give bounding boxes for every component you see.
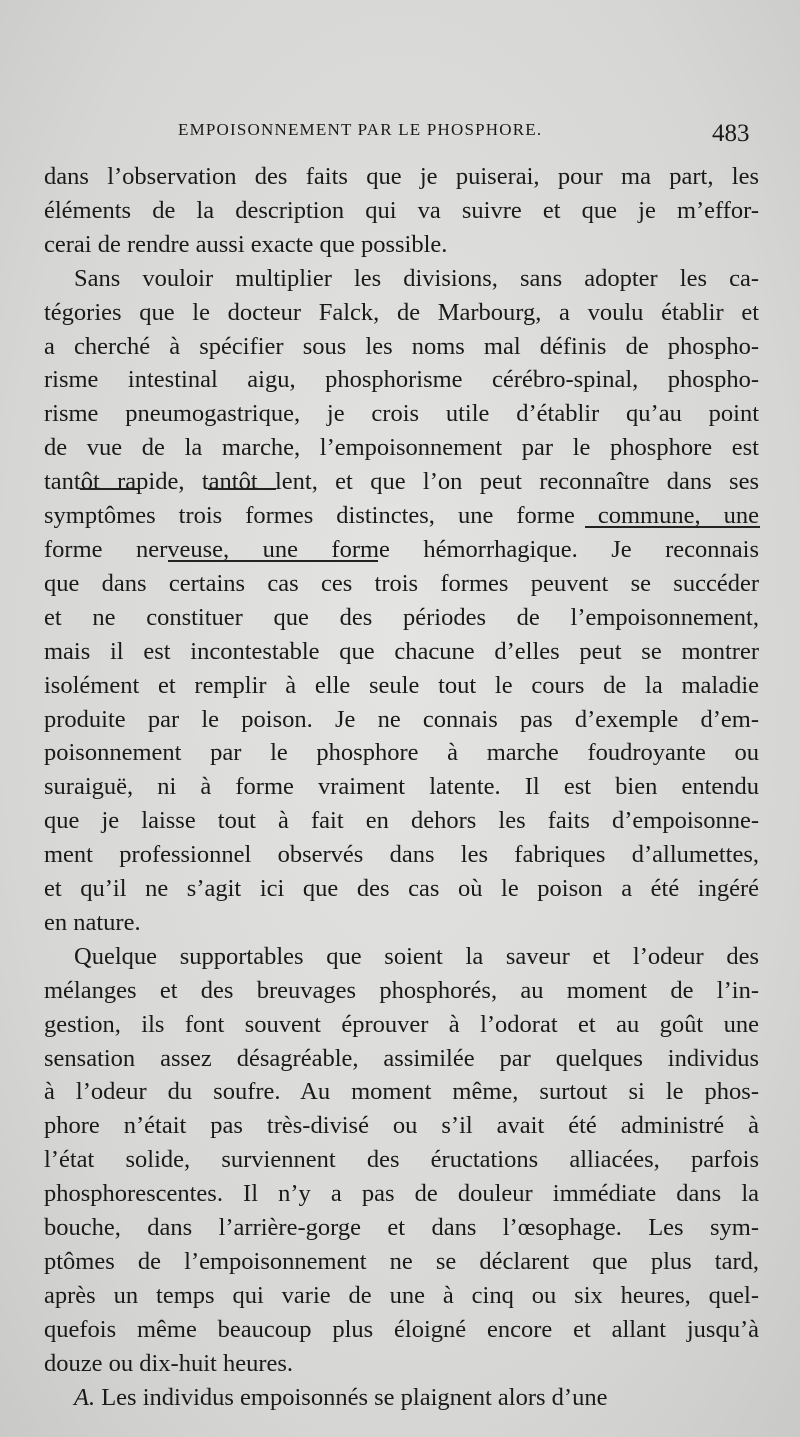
text-line: l’état solide, surviennent des éructations alliacées, parfois: [44, 1146, 759, 1174]
text-line: que dans certains cas ces trois formes peuvent se succéder: [44, 569, 759, 597]
text-line: tégories que le docteur Falck, de Marbourg, a voulu établir et: [44, 298, 759, 326]
text-line: phosphorescentes. Il n’y a pas de douleur immédiate dans la: [44, 1180, 759, 1208]
text-line: gestion, ils font souvent éprouver à l’odorat et au goût une: [44, 1010, 759, 1038]
text-line: cerai de rendre aussi exacte que possible.: [44, 230, 448, 258]
text-line: bouche, dans l’arrière-gorge et dans l’œsophage. Les sym-: [44, 1214, 759, 1242]
text-line: poisonnement par le phosphore à marche foudroyante ou: [44, 739, 759, 767]
text-line: que je laisse tout à fait en dehors les faits d’empoisonne-: [44, 807, 759, 835]
body-text: [44, 160, 759, 1415]
underline-mark: [80, 488, 140, 490]
paragraph: [44, 1381, 759, 1415]
text-line: ptômes de l’empoisonnement ne se déclarent que plus tard,: [44, 1248, 759, 1275]
text-line: de vue de la marche, l’empoisonnement par le phosphore est: [44, 434, 759, 462]
text-line: quefois même beaucoup plus éloigné encore et allant jusqu’à: [44, 1315, 759, 1343]
text-line: suraiguë, ni à forme vraiment latente. Il est bien entendu: [44, 773, 759, 801]
text-line: dans l’observation des faits que je puiserai, pour ma part, les: [44, 163, 759, 190]
text-line: à l’odeur du soufre. Au moment même, surtout si le phos-: [44, 1078, 759, 1106]
text-line: mélanges et des breuvages phosphorés, au moment de l’in-: [44, 976, 759, 1004]
text-line: produite par le poison. Je ne connais pas d’exemple d’em-: [44, 705, 759, 733]
text-line: douze ou dix-huit heures.: [44, 1349, 294, 1377]
text-line: mais il est incontestable que chacune d’elles peut se montrer: [44, 637, 759, 665]
section-marker: A.: [74, 1383, 96, 1411]
text-line: après un temps qui varie de une à cinq ou six heures, quel-: [44, 1281, 759, 1309]
text-line: tantôt rapide, tantôt lent, et que l’on peut reconnaître dans ses: [44, 468, 759, 496]
text-line: ment professionnel observés dans les fabriques d’allumettes,: [44, 841, 759, 869]
text-line: Sans vouloir multiplier les divisions, sans adopter les ca-: [74, 264, 759, 292]
text-line: forme nerveuse, une forme hémorrhagique. Je reconnais: [44, 535, 759, 563]
text-line: Les individus empoisonnés se plaignent alors d’une: [101, 1383, 608, 1411]
text-line: et qu’il ne s’agit ici que des cas où le poison a été ingéré: [44, 875, 759, 903]
text-line: phore n’était pas très-divisé ou s’il avait été administré à: [44, 1112, 759, 1140]
text-line: Quelque supportables que soient la saveur et l’odeur des: [74, 942, 759, 970]
text-line: risme pneumogastrique, je crois utile d’établir qu’au point: [44, 400, 759, 428]
text-line: isolément et remplir à elle seule tout le cours de la maladie: [44, 671, 759, 699]
text-line: et ne constituer que des périodes de l’empoisonnement,: [44, 603, 759, 631]
text-line: a cherché à spécifier sous les noms mal définis de phospho-: [44, 332, 759, 360]
paragraph: [44, 940, 759, 1381]
running-head: EMPOISONNEMENT PAR LE PHOSPHORE.: [178, 120, 543, 139]
page-number: 483: [712, 120, 750, 147]
underline-mark: [168, 560, 378, 562]
paragraph: [44, 160, 759, 262]
underline-mark: [208, 488, 276, 490]
paragraph: [44, 262, 759, 940]
underline-mark: [585, 526, 760, 528]
text-line: risme intestinal aigu, phosphorisme cérébro-spinal, phospho-: [44, 366, 759, 394]
text-line: éléments de la description qui va suivre et que je m’effor-: [44, 196, 759, 224]
text-line: symptômes trois formes distinctes, une forme commune, une: [44, 502, 759, 530]
text-line: en nature.: [44, 908, 141, 936]
page-header: [0, 118, 800, 158]
text-line: sensation assez désagréable, assimilée par quelques individus: [44, 1044, 759, 1072]
